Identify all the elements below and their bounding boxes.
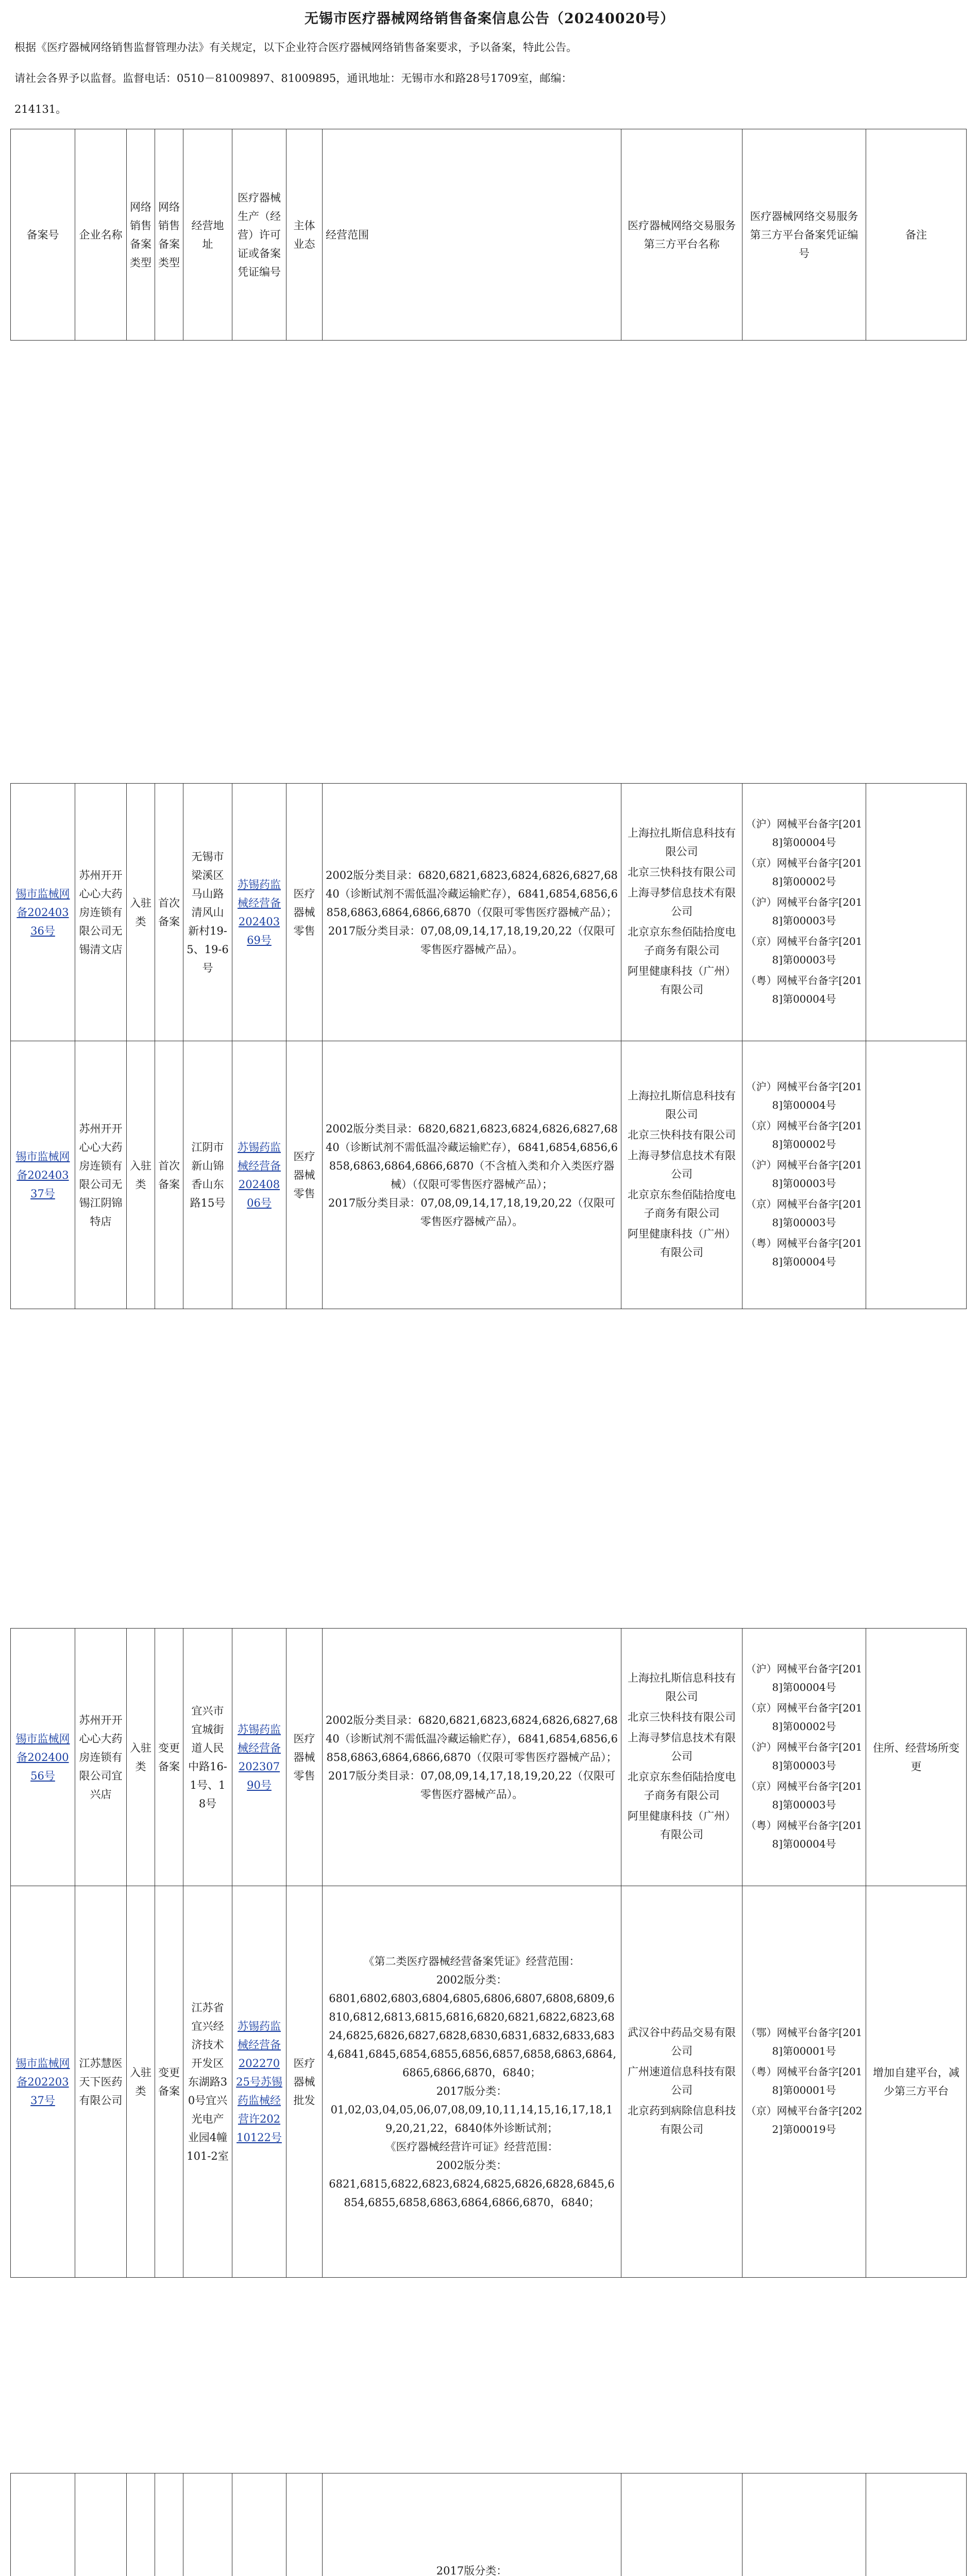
record-platforms (621, 1041, 742, 1309)
record-entity: 医疗器械零售 (286, 784, 323, 1041)
header-scope: 经营范围 (323, 129, 621, 341)
record-address: 江阴市新山锦香山东路15号 (183, 1041, 232, 1309)
intro-line-3: 214131。 (14, 103, 67, 115)
record-entity: 医疗器械零售 (286, 1041, 323, 1309)
record-no[interactable]: 锡市监械网备202403 37号 (11, 1041, 75, 1309)
platform-name: 阿里健康科技（广州）有限公司 (628, 1809, 736, 1841)
scope-line: 《医疗器械经营许可证》经营范围： (385, 2140, 559, 2153)
platform-name: 上海拉扎斯信息科技有限公司 (628, 1089, 736, 1121)
intro-line-1: 根据《医疗器械网络销售监督管理办法》有关规定，以下企业符合医疗器械网络销售备案要求，予以备案，特此公告。 (14, 41, 577, 54)
platform-no: （京）网械平台备字[2018]第00003号 (746, 935, 863, 966)
record-category: 首次备案 (155, 1041, 183, 1309)
header-license: 医疗器械生产（经营）许可证或备案凭证编号 (232, 129, 286, 341)
scope-line: 2017版分类目录：07,08,09,14,17,18,19,20,22（仅限可零售医疗器械产品）。 (328, 1769, 616, 1801)
record-entity: 医疗器械批发 (286, 1886, 323, 2278)
platform-no: （粤）网械平台备字[2018]第00004号 (746, 1236, 863, 1268)
record-platforms (621, 1886, 742, 2278)
platform-no: （沪）网械平台备字[2018]第00003号 (746, 895, 863, 927)
platform-name: 上海寻梦信息技术有限公司 (628, 1731, 736, 1762)
platform-no: （京）网械平台备字[2022]第00019号 (746, 2104, 863, 2136)
record-type: 入驻类 (127, 1041, 155, 1309)
platform-no: （鄂）网械平台备字[2018]第00001号 (746, 2026, 863, 2057)
platform-name: 上海寻梦信息技术有限公司 (628, 1149, 736, 1180)
record-license[interactable]: 苏锡药监械经营备20230790号 (232, 1629, 286, 1886)
scope-line: 2002版分类目录：6820,6821,6823,6824,6826,6827,6840（诊断试剂不需低温冷藏运输贮存），6841,6854,6856,6858,6863,6864,6866,6870（仅限可零售医疗器械产品）； (326, 1714, 618, 1764)
record-scope (323, 1041, 621, 1309)
scope-line: 2002版分类目录：6820,6821,6823,6824,6826,6827,6840（诊断试剂不需低温冷藏运输贮存），6841,6854,6856,6858,6863,6864,6866,6870（仅限可零售医疗器械产品）； (326, 869, 618, 919)
platform-name: 上海寻梦信息技术有限公司 (628, 886, 736, 918)
record-platform-nos (742, 1886, 866, 2278)
platform-name: 广州速道信息科技有限公司 (628, 2065, 736, 2096)
platform-name: 北京三快科技有限公司 (628, 866, 736, 878)
record-type: 入驻类 (127, 1886, 155, 2278)
scope-line: 2002版分类： (436, 1973, 508, 1986)
record-scope-continued (323, 2473, 621, 2576)
platform-no: （京）网械平台备字[2018]第00002号 (746, 856, 863, 888)
scope-line: 2017版分类： (436, 2084, 508, 2097)
record-license[interactable]: 苏锡药监械经营备20240806号 (232, 1041, 286, 1309)
platform-no: （京）网械平台备字[2018]第00003号 (746, 1780, 863, 1811)
record-entity: 医疗器械零售 (286, 1629, 323, 1886)
record-no[interactable]: 锡市监械网备202400 56号 (11, 1629, 75, 1886)
header-note: 备注 (866, 129, 967, 341)
platform-name: 上海拉扎斯信息科技有限公司 (628, 1671, 736, 1703)
header-platform-no: 医疗器械网络交易服务第三方平台备案凭证编号 (742, 129, 866, 341)
record-license[interactable]: 苏锡药监械经营备20227025号苏锡药监械经营许20210122号 (232, 1886, 286, 2278)
record-platform-nos (742, 1041, 866, 1309)
scope-line: 01,02,03,04,05,06,07,08,09,10,11,14,15,16,17,18,19,20,21,22，6840体外诊断试剂； (330, 2103, 613, 2134)
platform-name: 上海拉扎斯信息科技有限公司 (628, 826, 736, 858)
platform-no: （沪）网械平台备字[2018]第00003号 (746, 1740, 863, 1772)
platform-name: 阿里健康科技（广州）有限公司 (628, 964, 736, 996)
record-category: 变更备案 (155, 1629, 183, 1886)
header-company: 企业名称 (75, 129, 127, 341)
header-category: 网络销售备案类型 (155, 129, 183, 341)
platform-no: （粤）网械平台备字[2018]第00001号 (746, 2065, 863, 2096)
record-note: 住所、经营场所变更 (866, 1629, 967, 1886)
record-scope (323, 1886, 621, 2278)
records-table-3 (10, 2473, 967, 2576)
platform-no: （沪）网械平台备字[2018]第00004号 (746, 817, 863, 849)
record-company: 苏州开开心心大药房连锁有限公司无锡江阴锦特店 (75, 1041, 127, 1309)
record-address: 江苏省宜兴经济技术开发区东湖路30号宜兴光电产业园4幢101-2室 (183, 1886, 232, 2278)
header-address: 经营地址 (183, 129, 232, 341)
record-license[interactable]: 苏锡药监械经营备20240369号 (232, 784, 286, 1041)
platform-name: 北京京东叁佰陆拾度电子商务有限公司 (628, 1770, 736, 1802)
record-scope (323, 1629, 621, 1886)
platform-name: 武汉谷中药品交易有限公司 (628, 2026, 736, 2057)
scope-line: 2002版分类目录：6820,6821,6823,6824,6826,6827,6840（诊断试剂不需低温冷藏运输贮存），6841,6854,6856,6858,6863,6864,6866,6870（不含植入类和介入类医疗器械）（仅限可零售医疗器械产品）； (326, 1122, 618, 1191)
record-no[interactable]: 锡市监械网备202203 37号 (11, 1886, 75, 2278)
header-type: 网络销售备案类型 (127, 129, 155, 341)
platform-no: （沪）网械平台备字[2018]第00004号 (746, 1662, 863, 1693)
platform-name: 北京药到病除信息科技有限公司 (628, 2104, 736, 2136)
platform-no: （沪）网械平台备字[2018]第00004号 (746, 1080, 863, 1111)
platform-name: 阿里健康科技（广州）有限公司 (628, 1227, 736, 1259)
scope-line: 2017版分类目录：07,08,09,14,17,18,19,20,22（仅限可零售医疗器械产品）。 (328, 1196, 616, 1228)
table-row (11, 784, 967, 1041)
table-row (11, 1629, 967, 1886)
platform-name: 北京京东叁佰陆拾度电子商务有限公司 (628, 1188, 736, 1219)
platform-name: 北京京东叁佰陆拾度电子商务有限公司 (628, 925, 736, 957)
record-type: 入驻类 (127, 784, 155, 1041)
intro-paragraph (14, 32, 952, 125)
scope-line: 《第二类医疗器械经营备案凭证》经营范围： (363, 1955, 580, 1968)
table-row-continuation (11, 2473, 967, 2576)
record-platform-nos (742, 784, 866, 1041)
platform-no: （沪）网械平台备字[2018]第00003号 (746, 1158, 863, 1190)
records-table-1 (10, 783, 967, 1309)
record-category: 首次备案 (155, 784, 183, 1041)
records-table-2 (10, 1628, 967, 2278)
record-platform-nos (742, 1629, 866, 1886)
scope-line: 2017版分类： (436, 2564, 508, 2576)
scope-line: 2017版分类目录：07,08,09,14,17,18,19,20,22（仅限可零售医疗器械产品）。 (328, 924, 616, 956)
record-category: 变更备案 (155, 1886, 183, 2278)
record-company: 苏州开开心心大药房连锁有限公司无锡清文店 (75, 784, 127, 1041)
record-note (866, 1041, 967, 1309)
record-company: 江苏慧医天下医药有限公司 (75, 1886, 127, 2278)
record-platforms (621, 784, 742, 1041)
header-no: 备案号 (11, 129, 75, 341)
platform-no: （粤）网械平台备字[2018]第00004号 (746, 974, 863, 1005)
header-entity: 主体业态 (286, 129, 323, 341)
record-scope (323, 784, 621, 1041)
table-row (11, 1886, 967, 2278)
platform-no: （京）网械平台备字[2018]第00003号 (746, 1197, 863, 1229)
record-address: 宜兴市宜城街道人民中路16-1号、18号 (183, 1629, 232, 1886)
record-platforms (621, 1629, 742, 1886)
intro-line-2: 请社会各界予以监督。监督电话：0510－81009897、81009895，通讯地址：无锡市水和路28号1709室，邮编： (14, 72, 572, 84)
record-no[interactable]: 锡市监械网备202403 36号 (11, 784, 75, 1041)
table-row (11, 1041, 967, 1309)
platform-no: （京）网械平台备字[2018]第00002号 (746, 1701, 863, 1733)
scope-line: 6821,6815,6822,6823,6824,6825,6826,6828,6845,6854,6855,6858,6863,6864,6866,6870，6840； (329, 2177, 615, 2209)
page-title: 无锡市医疗器械网络销售备案信息公告（20240020号） (304, 11, 675, 27)
platform-name: 北京三快科技有限公司 (628, 1710, 736, 1723)
header-table (10, 129, 967, 341)
record-address: 无锡市梁溪区马山路清风山新村19-5、19-6号 (183, 784, 232, 1041)
scope-line: 2002版分类： (436, 2159, 508, 2172)
header-platform: 医疗器械网络交易服务第三方平台名称 (621, 129, 742, 341)
platform-no: （京）网械平台备字[2018]第00002号 (746, 1119, 863, 1150)
record-note: 增加自建平台，减少第三方平台 (866, 1886, 967, 2278)
platform-no: （粤）网械平台备字[2018]第00004号 (746, 1819, 863, 1850)
record-type: 入驻类 (127, 1629, 155, 1886)
record-company: 苏州开开心心大药房连锁有限公司宜兴店 (75, 1629, 127, 1886)
record-note (866, 784, 967, 1041)
scope-line: 6801,6802,6803,6804,6805,6806,6807,6808,6809,6810,6812,6813,6815,6816,6820,6821,6822,6823,6824,6825,6826,6827,6828,6830,6831,6832,6833,6834,6841,6845,6854,6855,6856,6857,6858,6863,6864,6865,6866,6870，6840； (327, 1992, 617, 2079)
platform-name: 北京三快科技有限公司 (628, 1128, 736, 1141)
